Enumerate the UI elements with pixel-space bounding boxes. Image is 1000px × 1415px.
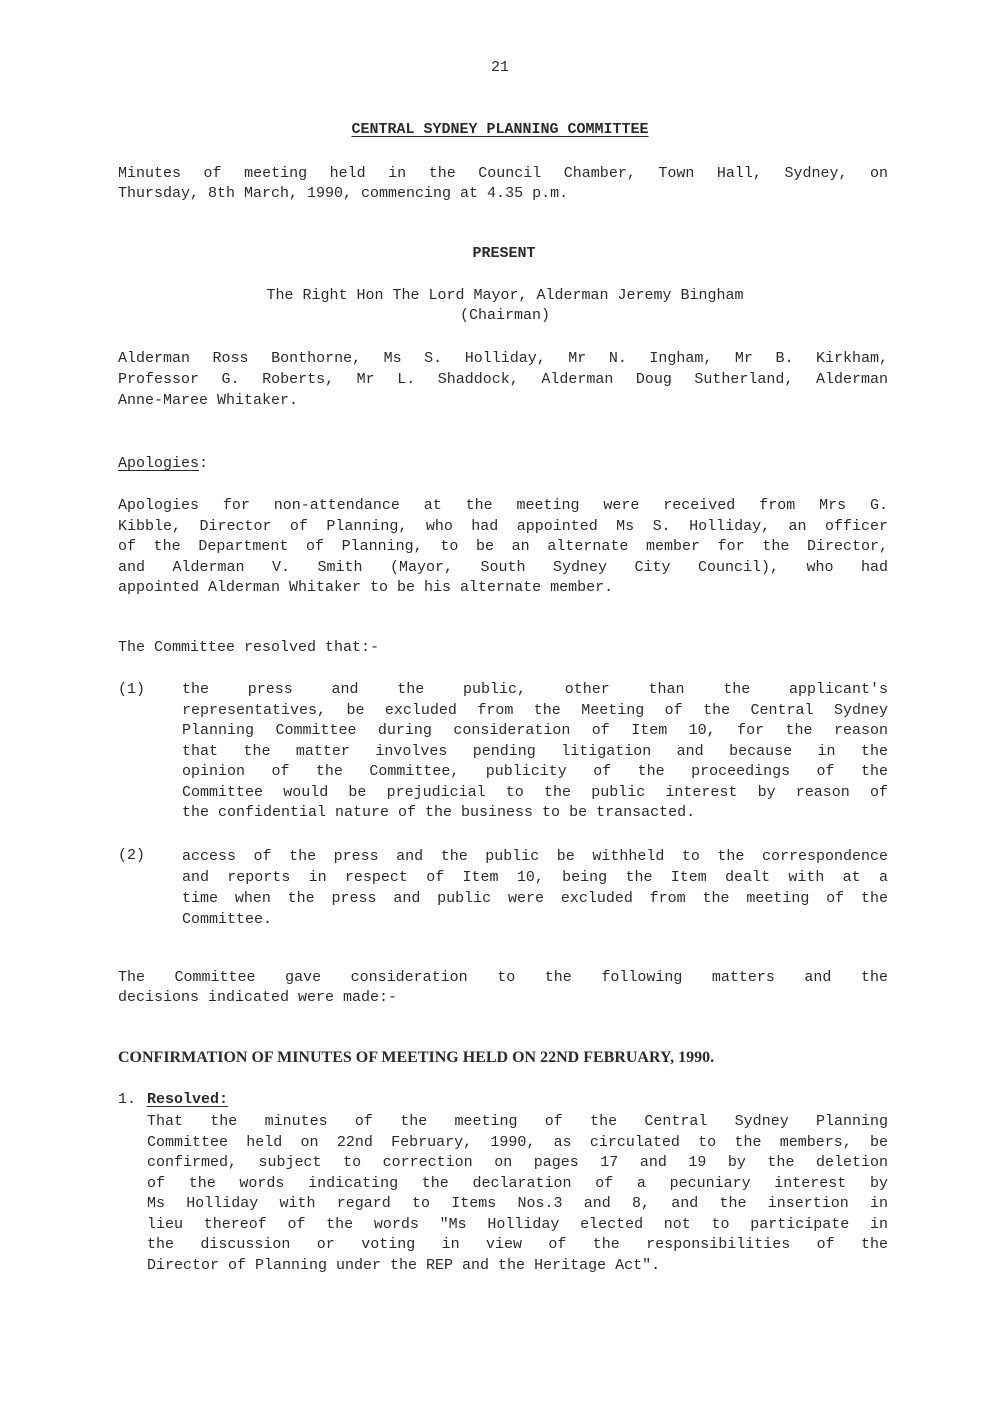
resolution-line: that the matter involves pending litigation and because in the	[182, 742, 888, 760]
resolved-intro: The Committee resolved that:-	[118, 639, 380, 656]
intro-line: Minutes of meeting held in the Council Chamber, Town Hall, Sydney, on	[118, 165, 888, 182]
item-line: the discussion or voting in view of the responsibilities of the	[147, 1236, 888, 1253]
item-number: 1.	[118, 1091, 137, 1108]
resolution-line: the press and the public, other than the applicant's	[182, 681, 888, 698]
resolution-line: access of the press and the public be withheld to the correspondence	[182, 848, 888, 865]
item-1-text	[147, 1112, 888, 1276]
page-number: 21	[490, 59, 509, 76]
intro-line: Thursday, 8th March, 1990, commencing at 4.35 p.m.	[118, 185, 569, 202]
resolution-2-text	[182, 846, 888, 930]
consideration-paragraph	[118, 968, 888, 1008]
apologies-line: and Alderman V. Smith (Mayor, South Sydney City Council), who had	[118, 558, 888, 576]
apologies-heading-colon: :	[199, 455, 209, 472]
apologies-line: Apologies for non-attendance at the meeting were received from Mrs G.	[118, 497, 888, 514]
members-line: Anne-Maree Whitaker.	[118, 392, 299, 409]
item-line: Committee held on 22nd February, 1990, as circulated to the members, be	[147, 1133, 888, 1151]
intro-paragraph	[118, 164, 888, 204]
resolution-line: the confidential nature of the business to be transacted.	[182, 804, 696, 821]
item-line: Ms Holliday with regard to Items Nos.3 and 8, and the insertion in	[147, 1195, 888, 1212]
item-line: lieu thereof of the words "Ms Holliday elected not to participate in	[147, 1215, 888, 1233]
resolution-line: time when the press and public were excluded from the meeting of the	[182, 890, 888, 907]
chairman-line: The Right Hon The Lord Mayor, Alderman Jeremy Bingham	[266, 287, 744, 304]
item-line: confirmed, subject to correction on pages 17 and 19 by the deletion	[147, 1154, 888, 1171]
item-line: Director of Planning under the REP and the Heritage Act".	[147, 1256, 661, 1274]
consideration-line: decisions indicated were made:-	[118, 989, 398, 1006]
apologies-heading	[118, 454, 208, 474]
resolution-1-text	[182, 680, 888, 824]
consideration-line: The Committee gave consideration to the following matters and the	[118, 969, 888, 986]
document-title: CENTRAL SYDNEY PLANNING COMMITTEE	[351, 121, 649, 138]
apologies-line: of the Department of Planning, to be an alternate member for the Director,	[118, 538, 888, 555]
chairman-role: (Chairman)	[459, 307, 550, 324]
apologies-line: Kibble, Director of Planning, who had appointed Ms S. Holliday, an officer	[118, 517, 888, 535]
confirmation-heading: CONFIRMATION OF MINUTES OF MEETING HELD ON 22ND FEBRUARY, 1990.	[118, 1049, 715, 1066]
resolution-line: and reports in respect of Item 10, being the Item dealt with at a	[182, 869, 888, 886]
members-list	[118, 348, 888, 411]
resolution-number: (2)	[118, 847, 146, 864]
apologies-paragraph	[118, 496, 888, 599]
resolution-line: representatives, be excluded from the Meeting of the Central Sydney	[182, 701, 888, 719]
item-line: of the words indicating the declaration of a pecuniary interest by	[147, 1174, 888, 1192]
present-heading: PRESENT	[472, 245, 536, 262]
item-line: That the minutes of the meeting of the Central Sydney Planning	[147, 1113, 888, 1130]
apologies-heading-text: Apologies	[118, 455, 200, 472]
resolution-line: opinion of the Committee, publicity of the proceedings of the	[182, 763, 888, 780]
resolved-label: Resolved:	[147, 1091, 229, 1108]
members-line: Professor G. Roberts, Mr L. Shaddock, Alderman Doug Sutherland, Alderman	[118, 371, 888, 388]
resolution-line: Planning Committee during consideration of Item 10, for the reason	[182, 722, 888, 739]
resolution-line: Committee would be prejudicial to the public interest by reason of	[182, 783, 888, 801]
members-line: Alderman Ross Bonthorne, Ms S. Holliday, Mr N. Ingham, Mr B. Kirkham,	[118, 350, 888, 367]
resolution-line: Committee.	[182, 911, 273, 928]
resolution-number: (1)	[118, 681, 146, 698]
apologies-line: appointed Alderman Whitaker to be his alternate member.	[118, 579, 614, 596]
